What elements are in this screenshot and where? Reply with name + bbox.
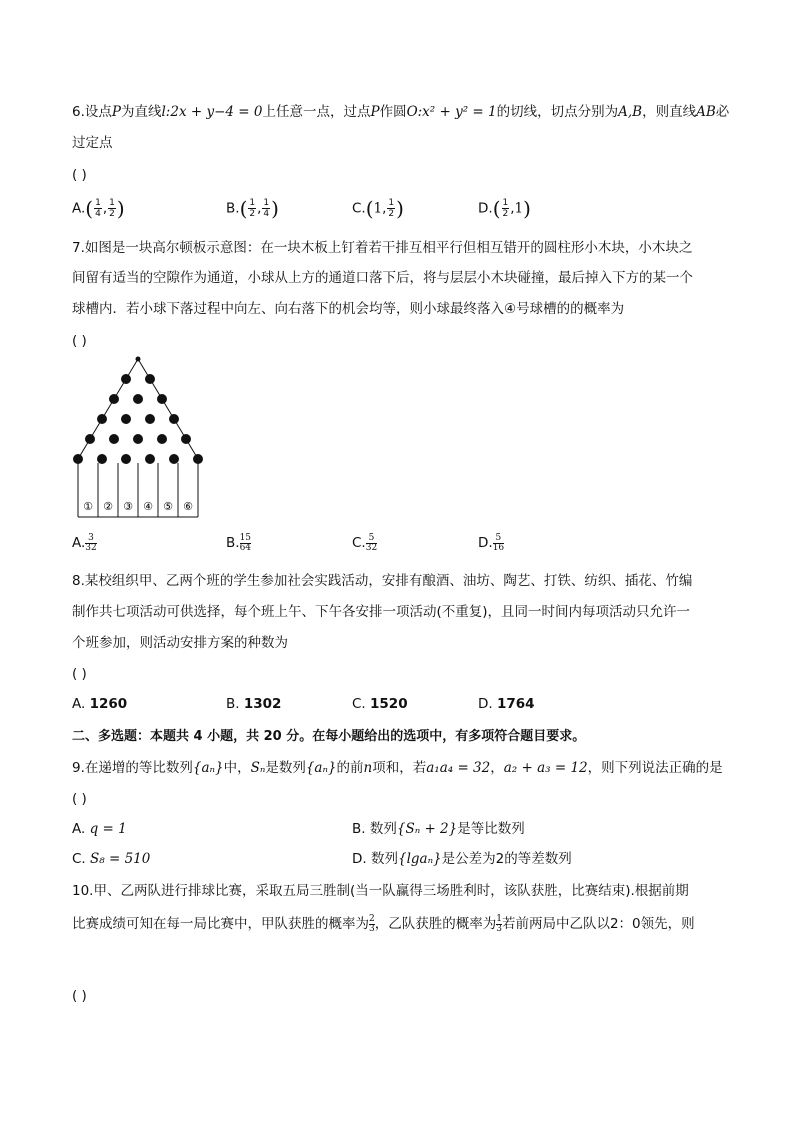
q6-text: 上任意一点，过点: [262, 104, 371, 120]
option-math: q = 1: [89, 821, 127, 837]
peg: [136, 357, 141, 362]
numerator: 15: [239, 532, 252, 543]
peg: [97, 414, 107, 424]
option-math: S₈ = 510: [90, 851, 151, 867]
peg: [73, 454, 83, 464]
peg: [157, 434, 167, 444]
q9-option-c[interactable]: [72, 849, 150, 869]
q9-option-b[interactable]: [352, 819, 525, 839]
option-math: {Sₙ + 2}: [396, 821, 458, 837]
q9-stem: [72, 758, 723, 778]
q8-option-a[interactable]: [72, 694, 127, 714]
option-letter: C.: [72, 851, 86, 867]
numerator: 1: [95, 198, 101, 208]
q7-option-c[interactable]: [352, 533, 377, 553]
galton-board-figure: [70, 355, 210, 523]
q9-text: ，则下列说法正确的是: [587, 760, 723, 776]
q9-text: 9.在递增的等比数列: [72, 760, 193, 776]
numerator: 1: [502, 198, 509, 208]
q9-option-d[interactable]: [352, 849, 572, 869]
q8-option-b[interactable]: [226, 694, 281, 714]
fraction: [94, 198, 102, 219]
numerator: 1: [388, 198, 395, 208]
q9-text: 中，: [223, 760, 251, 776]
q10-text: 若前两局中乙队以2：0领先，则: [501, 916, 695, 932]
q8-answer-bracket: ( ): [72, 666, 87, 682]
option-letter: A.: [72, 200, 86, 217]
q6-text: ，则直线: [642, 104, 697, 120]
option-value: 1302: [243, 696, 282, 712]
q10-stem-line2: [72, 914, 695, 934]
q6-circle-equation: O:x² + y² = 1: [406, 104, 497, 120]
paren: ): [271, 196, 279, 221]
peg: [121, 414, 131, 424]
denominator: 32: [85, 542, 97, 553]
q10-text: 比赛成绩可知在每一局比赛中，甲队获胜的概率为: [72, 916, 369, 932]
numerator: 2: [369, 913, 375, 924]
q7-option-a[interactable]: [72, 533, 97, 553]
slot-label: ④: [143, 500, 153, 513]
fraction: [366, 534, 377, 553]
numerator: 1: [496, 913, 502, 924]
q10-answer-bracket: ( ): [72, 988, 87, 1004]
q6-text: 作圆: [379, 104, 407, 120]
option-value: 1764: [496, 696, 535, 712]
fraction: [240, 534, 251, 553]
numerator: 1: [263, 198, 270, 208]
denominator: 3: [496, 923, 502, 934]
q6-text: 的切线，切点分别为: [496, 104, 619, 120]
numerator: 5: [493, 534, 504, 544]
denominator: 2: [388, 209, 395, 219]
q6-text: 为直线: [120, 104, 162, 120]
section-heading-multi-choice: 二、多选题：本题共 4 小题，共 20 分。在每小题给出的选项中，有多项符合题目要求。: [72, 729, 586, 744]
paren: ): [116, 196, 125, 221]
q7-option-b[interactable]: [226, 533, 251, 553]
slot-label: ①: [83, 500, 93, 513]
option-letter: B.: [352, 821, 366, 837]
denominator: 4: [95, 209, 101, 219]
value: 1: [373, 200, 383, 217]
paren: (: [492, 196, 501, 221]
peg: [181, 434, 191, 444]
q8-stem-line2: 制作共七项活动可供选择，每个班上午、下午各安排一项活动(不重复)，且同一时间内每项活动只允许一: [72, 604, 691, 620]
q6-math-P: P: [370, 104, 380, 120]
q9-text: 项和，若: [372, 760, 427, 776]
fraction: [108, 198, 116, 219]
q8-option-d[interactable]: [478, 694, 535, 714]
q7-option-d[interactable]: [478, 533, 504, 553]
q9-math: {aₙ}: [192, 760, 224, 776]
q8-option-c[interactable]: [352, 694, 408, 714]
option-letter: D.: [478, 535, 493, 551]
paren: ): [396, 196, 404, 221]
peg: [109, 394, 119, 404]
q8-stem-line1: 8.某校组织甲、乙两个班的学生参加社会实践活动，安排有酿酒、油坊、陶艺、打铁、纺织、插花、竹编: [72, 573, 693, 589]
q9-text: 是数列: [265, 760, 306, 776]
denominator: 16: [492, 542, 505, 553]
q6-math-AB: A,B: [618, 104, 643, 120]
numerator: 3: [85, 534, 96, 544]
numerator: 1: [249, 198, 256, 208]
denominator: 3: [369, 923, 375, 934]
q6-option-b[interactable]: B.( $\frac{1}{2}$ , $\frac{1}{4}$ ): [226, 196, 279, 221]
q9-answer-bracket: ( ): [72, 791, 87, 807]
q9-math: n: [363, 760, 373, 776]
peg: [145, 414, 155, 424]
fraction: [85, 534, 96, 553]
option-letter: C.: [352, 696, 366, 712]
paren: ): [523, 196, 531, 221]
option-letter: A.: [72, 696, 86, 712]
denominator: 32: [365, 542, 378, 553]
option-letter: A.: [72, 821, 86, 837]
q10-stem-line1: 10.甲、乙两队进行排球比赛，采取五局三胜制(当一队赢得三场胜利时，该队获胜，比赛结束).根据前期: [72, 883, 689, 899]
fraction: [262, 198, 270, 219]
q6-stem-line1: [72, 102, 729, 122]
slot-label: ③: [123, 500, 133, 513]
peg: [85, 434, 95, 444]
q9-option-a[interactable]: [72, 819, 127, 839]
q10-text: ，乙队获胜的概率为: [374, 916, 497, 932]
option-letter: C.: [352, 535, 366, 551]
paren: (: [365, 196, 374, 221]
q6-stem-line2: 过定点: [72, 135, 113, 151]
option-letter: B.: [226, 200, 240, 217]
slot-label: ⑤: [163, 500, 173, 513]
option-text: 数列: [369, 821, 397, 837]
option-letter: A.: [72, 535, 86, 551]
peg: [121, 454, 131, 464]
q6-option-c[interactable]: C.(1, $\frac{1}{2}$ ): [352, 196, 404, 221]
q7-stem-line3: 球槽内．若小球下落过程中向左、向右落下的机会均等，则小球最终落入④号球槽的的概率为: [72, 301, 625, 317]
peg-rows: [73, 357, 203, 465]
numerator: 1: [109, 198, 115, 208]
option-text: 是公差为2的等差数列: [441, 851, 572, 867]
peg: [133, 434, 143, 444]
q8-stem-line3: 个班参加，则活动安排方案的种数为: [72, 635, 288, 651]
q9-math: Sₙ: [250, 760, 266, 776]
q7-stem-line2: 间留有适当的空隙作为通道，小球从上方的通道口落下后，将与层层小木块碰撞，最后掉入下方的某一个: [72, 270, 693, 286]
paren: (: [85, 196, 94, 221]
fraction: [493, 534, 504, 553]
denominator: 2: [249, 209, 256, 219]
peg: [109, 434, 119, 444]
q6-math-P: P: [111, 104, 121, 120]
fraction: [248, 198, 256, 219]
denominator: 4: [263, 209, 270, 219]
option-math: {lgaₙ}: [397, 851, 442, 867]
peg: [193, 454, 203, 464]
q6-answer-bracket: ( ): [72, 167, 87, 183]
peg: [133, 394, 143, 404]
option-value: 1260: [89, 696, 128, 712]
q6-line-equation: l:2x + y−4 = 0: [161, 104, 263, 120]
q6-option-a[interactable]: A.( $\frac{1}{4}$ , $\frac{1}{2}$ ): [72, 196, 125, 221]
peg: [145, 374, 155, 384]
option-letter: D.: [478, 696, 493, 712]
numerator: 5: [366, 534, 377, 544]
option-letter: B.: [226, 535, 240, 551]
peg: [157, 394, 167, 404]
option-text: 是等比数列: [457, 821, 525, 837]
peg: [97, 454, 107, 464]
fraction: [387, 198, 395, 219]
q9-text: ，: [490, 760, 504, 776]
denominator: 2: [109, 209, 115, 219]
option-letter: D.: [352, 851, 367, 867]
option-letter: D.: [478, 200, 493, 217]
option-letter: C.: [352, 200, 366, 217]
denominator: 64: [239, 542, 252, 553]
q7-answer-bracket: ( ): [72, 333, 87, 349]
q9-math: a₁a₄ = 32: [426, 760, 491, 776]
peg: [121, 374, 131, 384]
peg: [169, 454, 179, 464]
q6-option-d[interactable]: D.( $\frac{1}{2}$ ,1): [478, 196, 531, 221]
value: 1: [514, 200, 524, 217]
q9-math: {aₙ}: [305, 760, 337, 776]
q9-text: 的前: [336, 760, 364, 776]
q9-math: a₂ + a₃ = 12: [503, 760, 588, 776]
fraction: [502, 198, 510, 219]
q6-math-AB: AB: [696, 104, 716, 120]
paren: (: [239, 196, 248, 221]
denominator: 2: [502, 209, 509, 219]
q6-text: 6.设点: [72, 104, 112, 120]
q7-stem-line1: 7.如图是一块高尔顿板示意图：在一块木板上钉着若干排互相平行但相互错开的圆柱形小木块，小木块之: [72, 240, 693, 256]
q6-text: 必: [715, 104, 730, 120]
option-value: 1520: [370, 696, 408, 712]
option-letter: B.: [226, 696, 240, 712]
peg: [145, 454, 155, 464]
slot-label: ⑥: [183, 500, 193, 513]
peg: [169, 414, 179, 424]
option-text: 数列: [370, 851, 398, 867]
slot-label: ②: [103, 500, 113, 513]
